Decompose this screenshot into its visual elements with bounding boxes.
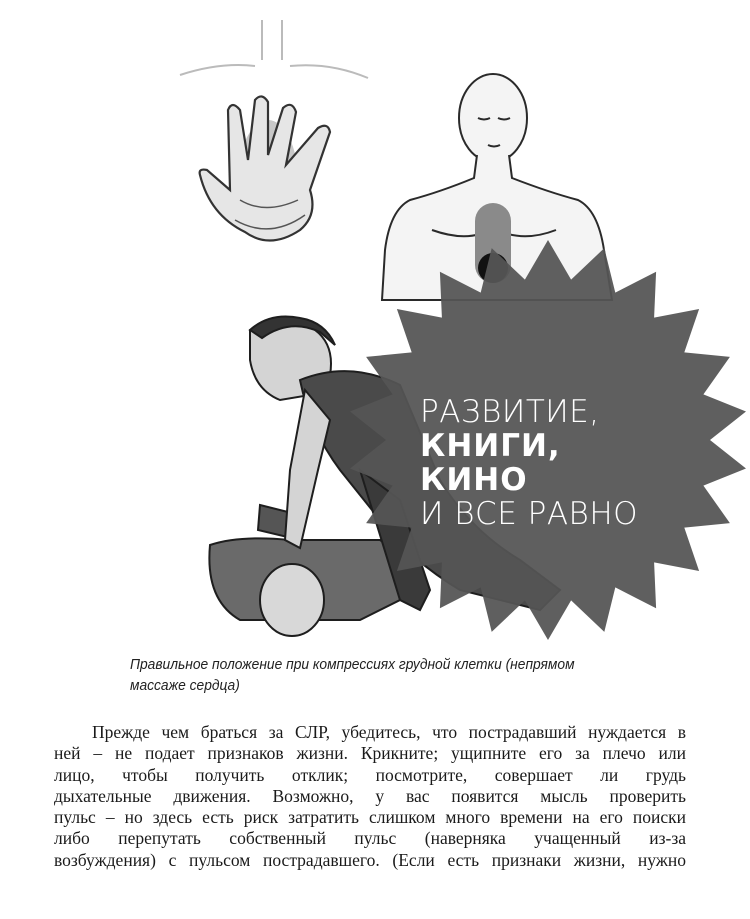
badge-line-2: КНИГИ, КИНО	[420, 428, 561, 498]
badge-text	[420, 395, 680, 531]
collarbone-sketch	[180, 20, 368, 78]
body-line: лицо, чтобы получить отклик; посмотрите, совершает ли грудь	[54, 764, 686, 785]
body-line: Прежде чем браться за СЛР, убедитесь, что пострадавший нуждается в	[92, 722, 686, 742]
figure-caption: Правильное положение при компрессиях грудной клетки (непрямом массаже сердца)	[130, 656, 575, 694]
body-line: пульс – но здесь есть риск затратить слишком много времени на его поиски	[54, 807, 686, 828]
body-line: дыхательные движения. Возможно, у вас появится мысль проверить	[54, 785, 686, 806]
body-line: либо перепутать собственный пульс (наверняка учащенный из-за	[54, 828, 686, 849]
body-line: возбуждения) с пульсом пострадавшего. (Если есть признаки жизни, нужно	[54, 849, 686, 870]
hand-placement-diagram	[200, 96, 330, 240]
body-line: ней – не подает признаков жизни. Крикните; ущипните его за плечо или	[54, 743, 686, 764]
badge-line-3: И ВСЕ РАВНО	[420, 496, 639, 532]
body-paragraph	[54, 722, 686, 871]
badge-line-1: РАЗВИТИЕ,	[420, 394, 600, 430]
